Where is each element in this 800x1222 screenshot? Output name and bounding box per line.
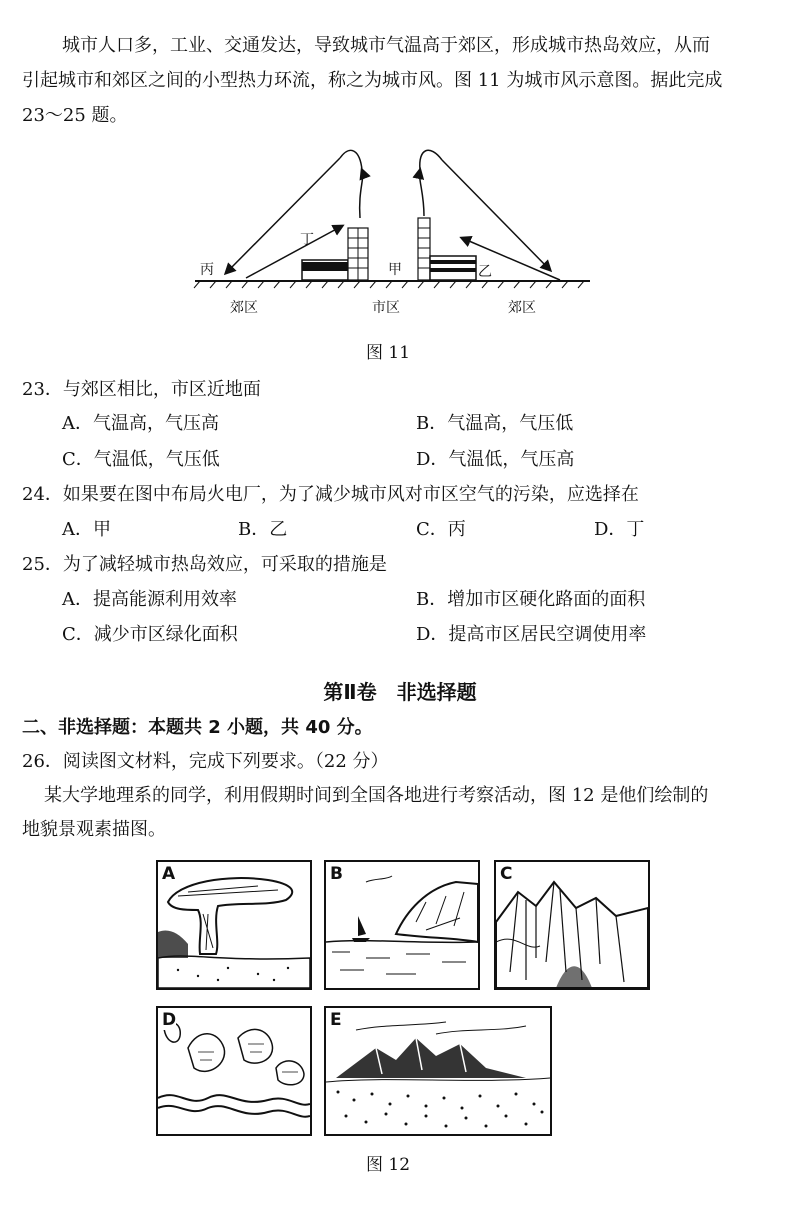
coastal-cliff-sketch	[326, 862, 478, 988]
section-2-title: 第Ⅱ卷 非选择题	[323, 680, 477, 704]
q25-option-c: C．减少市区绿化面积	[62, 624, 238, 645]
question-23-stem: 23．与郊区相比，市区近地面	[22, 379, 261, 400]
section-2-heading: 二、非选择题：本题共 2 小题，共 40 分。	[22, 717, 373, 738]
question-25-stem: 25．为了减轻城市热岛效应，可采取的措施是	[22, 554, 387, 575]
label-city: 市区	[372, 300, 400, 316]
mushroom-rock-sketch	[158, 862, 310, 988]
intro-line-1: 城市人口多，工业、交通发达，导致城市气温高于郊区，形成城市热岛效应，从而	[62, 35, 710, 56]
q24-option-b: B．乙	[238, 519, 288, 540]
figure-12-caption: 图 12	[366, 1155, 411, 1175]
question-26-line-1: 某大学地理系的同学，利用假期时间到全国各地进行考察活动，图 12 是他们绘制的	[44, 785, 709, 806]
question-26-line-2: 地貌景观素描图。	[22, 819, 166, 840]
question-26-stem: 26．阅读图文材料，完成下列要求。（22 分）	[22, 751, 389, 772]
figure-12-panel-d	[156, 1006, 312, 1136]
question-24-stem: 24．如果要在图中布局火电厂，为了减少城市风对市区空气的污染，应选择在	[22, 484, 639, 505]
label-jia: 甲	[388, 262, 402, 278]
label-suburb-left: 郊区	[230, 300, 258, 316]
figure-12-panel-c	[494, 860, 650, 990]
q23-option-b: B．气温高，气压低	[416, 413, 574, 434]
q23-option-a: A．气温高，气压高	[62, 413, 219, 434]
q24-option-a: A．甲	[62, 519, 111, 540]
q25-option-b: B．增加市区硬化路面的面积	[416, 589, 646, 610]
label-bing: 丙	[200, 262, 214, 278]
intro-line-2: 引起城市和郊区之间的小型热力环流，称之为城市风。图 11 为城市风示意图。据此完成	[22, 70, 723, 91]
figure-12-panel-a	[156, 860, 312, 990]
q23-option-d: D．气温低，气压高	[416, 449, 575, 470]
figure-12-panel-b	[324, 860, 480, 990]
q24-option-d: D．丁	[594, 519, 645, 540]
panel-b-letter: B	[330, 864, 343, 884]
label-yi: 乙	[478, 264, 492, 280]
panel-d-letter: D	[162, 1010, 177, 1030]
desert-mountain-sketch	[326, 1008, 550, 1134]
label-ding: 丁	[300, 232, 314, 248]
q25-option-d: D．提高市区居民空调使用率	[416, 624, 647, 645]
karst-river-sketch	[158, 1008, 310, 1134]
q23-option-c: C．气温低，气压低	[62, 449, 220, 470]
q24-option-c: C．丙	[416, 519, 466, 540]
figure-11-urban-wind-diagram	[180, 140, 620, 320]
panel-c-letter: C	[500, 864, 513, 884]
q25-option-a: A．提高能源利用效率	[62, 589, 237, 610]
figure-11-caption: 图 11	[366, 343, 411, 363]
panel-e-letter: E	[330, 1010, 342, 1030]
figure-12-panel-e	[324, 1006, 552, 1136]
mountain-valley-sketch	[496, 862, 648, 988]
panel-a-letter: A	[162, 864, 176, 884]
label-suburb-right: 郊区	[508, 300, 536, 316]
intro-line-3: 23～25 题。	[22, 105, 128, 126]
